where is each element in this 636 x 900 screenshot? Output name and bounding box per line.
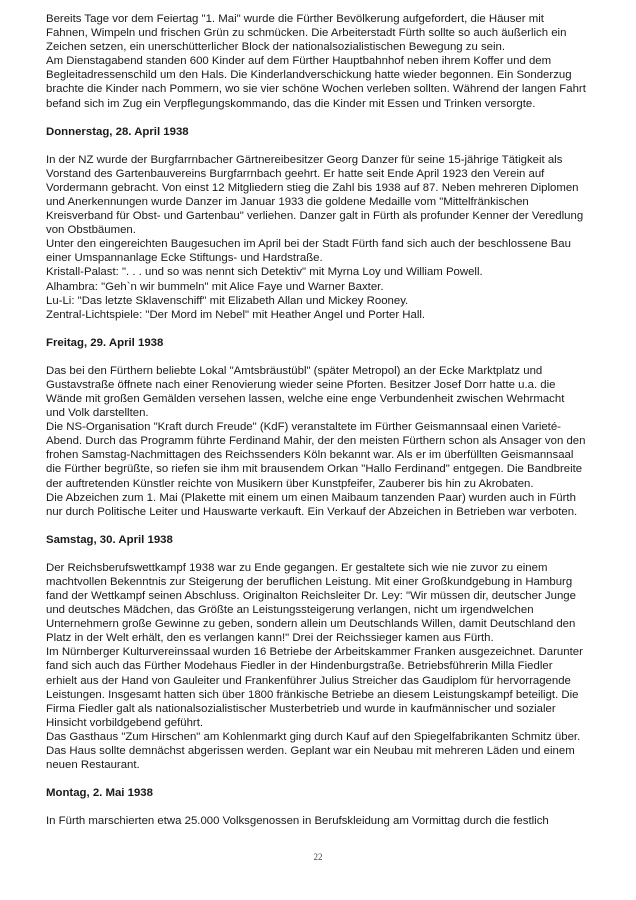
paragraph: In der NZ wurde der Burgfarrnbacher Gärtnereibesitzer Georg Danzer für seine 15-jährige Tätigkeit als Vorstand des Gartenbauvereins Burgfarrnbach geehrt. Er hatte seit Ende April 1923 den Verein auf Vordermann gebracht. Von einst 12 Mitgliedern stieg die Zahl bis 1938 auf 87. Neben mehreren Diplomen und Anerkennungen wurde Danzer im Januar 1933 die goldene Medaille vom "Mittelfränkischen Kreisverband für Obst- und Gartenbau" verliehen. Danzer galt in Fürth als profunder Kenner der Veredlung von Obstbäumen. bbox=[46, 153, 584, 237]
section-thursday bbox=[46, 125, 586, 322]
paragraph: In Fürth marschierten etwa 25.000 Volksgenossen in Berufskleidung am Vormittag durch die festlich bbox=[46, 815, 549, 828]
section-heading: Donnerstag, 28. April 1938 bbox=[46, 125, 189, 138]
section-friday bbox=[46, 336, 586, 519]
paragraph: Der Reichsberufswettkampf 1938 war zu Ende gegangen. Er gestaltete sich wie nie zuvor zu einem machtvollen Bekenntnis zur Steigerung der beruflichen Leistung. Mit einer Großkundgebung in Hamburg fand der Wettkampf seinen Abschluss. Originalton Reichsleiter Dr. Ley: "Wir müssen dir, deutscher Junge und deutsches Mädchen, das Größte an Leistungssteigerung verlangen, nicht um irgendwelchen Unternehmern große Gewinne zu geben, sondern allein um Deutschlands Willen, damit Deutschland den Platz in der Welt erhält, den es verlangen kann!" Drei der Reichssieger kamen aus Fürth. bbox=[46, 561, 576, 645]
section-saturday bbox=[46, 533, 586, 772]
section-heading: Samstag, 30. April 1938 bbox=[46, 533, 173, 546]
page-number: 22 bbox=[313, 852, 323, 862]
paragraph: Das bei den Fürthern beliebte Lokal "Amtsbräustübl" (später Metropol) an der Ecke Marktplatz und Gustavstraße öffnete nach einer Renovierung wieder seine Pforten. Besitzer Josef Dorr hatte u.a. die Wände mit großen Gemälden versehen lassen, welche eine enge Verbundenheit zwischen Wehrmacht und Volk darstellten. bbox=[46, 364, 565, 420]
paragraph: Das Gasthaus "Zum Hirschen" am Kohlenmarkt ging durch Kauf auf den Spiegelfabrikanten Schmitz über. Das Haus sollte demnächst abgerissen werden. Geplant war ein Neubau mit mehreren Läden und einem neuen Restaurant. bbox=[46, 730, 581, 772]
paragraph: Unter den eingereichten Baugesuchen im April bei der Stadt Fürth fand sich auch der beschlossene Bau einer Umspannanlage Ecke Stiftungs- und Hardstraße. bbox=[46, 238, 571, 265]
section-heading: Montag, 2. Mai 1938 bbox=[46, 787, 153, 800]
cinema-listing: Alhambra: "Geh`n wir bummeln" mit Alice Faye und Warner Baxter. bbox=[46, 280, 384, 293]
intro-paragraph-1: Bereits Tage vor dem Feiertag "1. Mai" wurde die Fürther Bevölkerung aufgefordert, die Häuser mit Fahnen, Wimpeln und frischen Grün zu schmücken. Die Arbeiterstadt Fürth sollte so auch äußerlich ein Zeichen setzen, ein unerschütterlicher Block der nationalsozialistischen Bewegung zu sein. bbox=[46, 13, 567, 54]
document-page bbox=[46, 12, 586, 828]
cinema-listing: Lu-Li: "Das letzte Sklavenschiff" mit Elizabeth Allan und Mickey Rooney. bbox=[46, 294, 409, 307]
section-monday bbox=[46, 786, 586, 828]
intro-paragraph-2: Am Dienstagabend standen 600 Kinder auf dem Fürther Hauptbahnhof neben ihrem Koffer und dem Begleitadressenschild um den Hals. Die Kinderlandverschickung hatte wieder begonnen. Ein Sonderzug brachte die Kinder nach Pommern, wo sie vier schöne Wochen verleben sollten. Während der langen Fahrt befand sich im Zug ein Verpflegungskommando, das die Kinder mit Essen und Trinken versorgte. bbox=[46, 55, 586, 110]
paragraph: Im Nürnberger Kulturvereinssaal wurden 16 Betriebe der Arbeitskammer Franken ausgezeichnet. Darunter fand sich auch das Fürther Modehaus Fiedler in der Hindenburgstraße. Betriebsführerin Milla Fiedler erhielt aus der Hand von Gauleiter und Frankenführer Julius Streicher das Gaudiplom für hervorragende Leistungen. Insgesamt hatten sich über 1800 fränkische Betriebe an diesem Leistungskampf beteiligt. Die Firma Fiedler galt als nationalsozialistischer Musterbetrieb und wurde in kaufmännischer und sozialer Hinsicht vorbildgebend geführt. bbox=[46, 646, 583, 729]
cinema-listing: Zentral-Lichtspiele: "Der Mord im Nebel" mit Heather Angel und Porter Hall. bbox=[46, 308, 426, 321]
intro-block bbox=[46, 12, 586, 111]
paragraph: Die Abzeichen zum 1. Mai (Plakette mit einem um einen Maibaum tanzenden Paar) wurden auch in Fürth nur durch Politische Leiter und Hauswarte verkauft. Ein Verkauf der Abzeichen in Betrieben war verboten. bbox=[46, 491, 578, 518]
cinema-listing: Kristall-Palast: ". . . und so was nennt sich Detektiv" mit Myrna Loy und William Powell. bbox=[46, 266, 483, 279]
paragraph: Die NS-Organisation "Kraft durch Freude" (KdF) veranstaltete im Fürther Geismannsaal einen Varieté-Abend. Durch das Programm führte Ferdinand Mahir, der den meisten Fürthern schon als Ansager von den frohen Samstag-Nachmittagen des Reichssenders Köln bekannt war. Als er im überfüllten Geismannsaal die Fürther begrüßte, so riefen sie ihm mit brausendem Orkan "Hallo Ferdinand" entgegen. Die Bandbreite der auftretenden Künstler reichte von Musikern über Kunstpfeifer, Zauberer bis hin zu Akrobaten. bbox=[46, 421, 586, 490]
section-heading: Freitag, 29. April 1938 bbox=[46, 336, 164, 349]
